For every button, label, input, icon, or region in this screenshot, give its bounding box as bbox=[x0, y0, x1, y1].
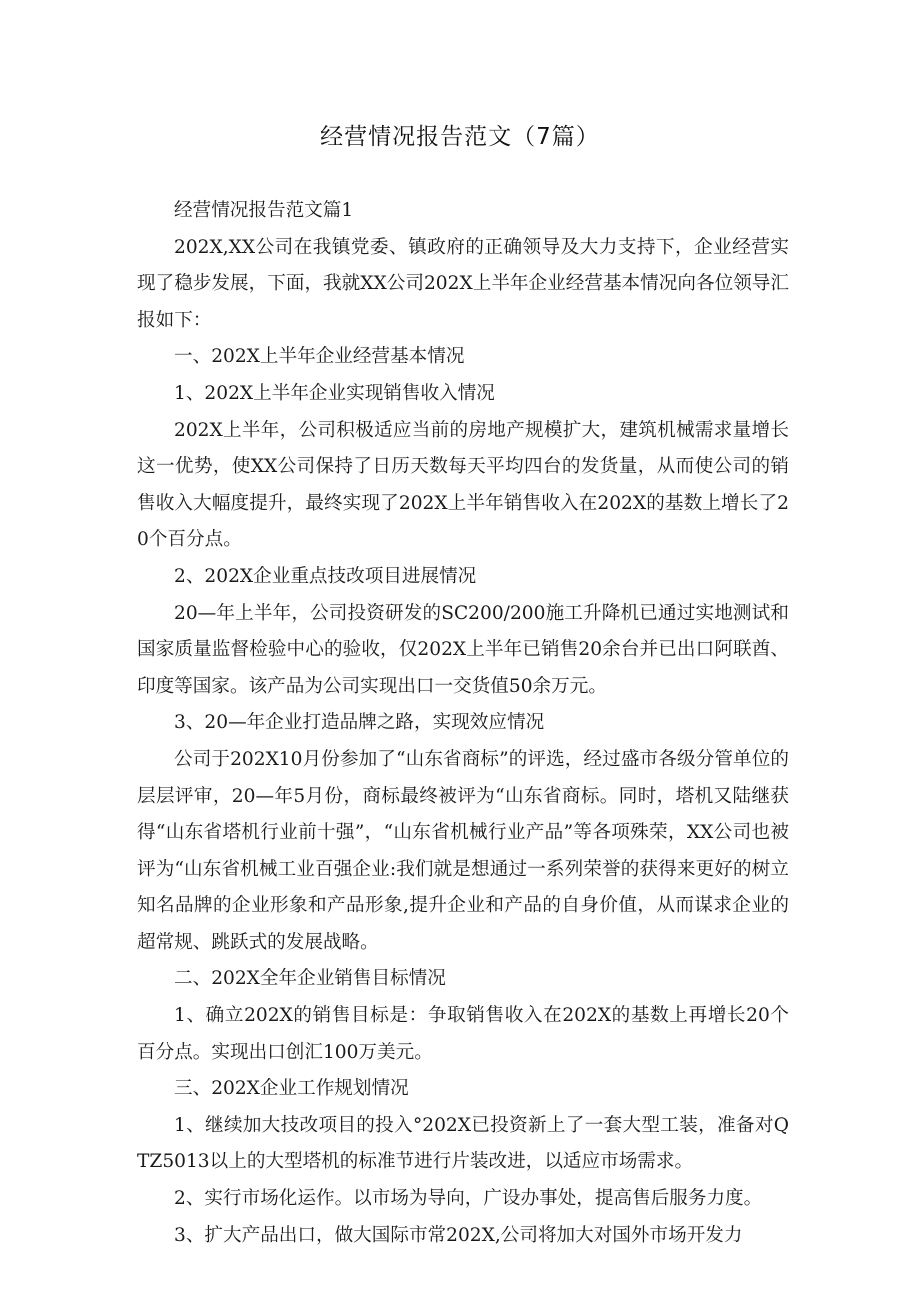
paragraph: 1、确立202X的销售目标是：争取销售收入在202X的基数上再增长20个百分点。实现出口创汇100万美元。 bbox=[137, 1005, 789, 1063]
document-title: 经营情况报告范文（7篇） bbox=[320, 124, 600, 150]
paragraph: 202X,XX公司在我镇党委、镇政府的正确领导及大力支持下，企业经营实现了稳步发展，下面，我就XX公司202X上半年企业经营基本情况向各位领导汇报如下： bbox=[137, 236, 789, 331]
section-heading: 二、202X全年企业销售目标情况 bbox=[174, 968, 446, 990]
paragraph: 202X上半年，公司积极适应当前的房地产规模扩大，建筑机械需求量增长这一优势，使XX公司保持了日历天数每天平均四台的发货量，从而使公司的销售收入大幅度提升，最终实现了202X上半年销售收入在202X的基数上增长了20个百分点。 bbox=[137, 419, 789, 551]
subsection-heading: 3、20—年企业打造品牌之路，实现效应情况 bbox=[174, 712, 545, 734]
subsection-heading: 2、202X企业重点技改项目进展情况 bbox=[174, 565, 477, 587]
subsection-heading: 1、202X上半年企业实现销售收入情况 bbox=[174, 382, 495, 404]
section-heading: 一、202X上半年企业经营基本情况 bbox=[174, 346, 465, 368]
paragraph: 1、继续加大技改项目的投入°202X已投资新上了一套大型工装，准备对QTZ5013以上的大型塔机的标准节进行片装改进，以适应市场需求。 bbox=[137, 1114, 789, 1173]
paragraph: 公司于202X10月份参加了“山东省商标”的评选，经过盛市各级分管单位的层层评审，20—年5月份，商标最终被评为“山东省商标。同时，塔机又陆继获得“山东省塔机行业前十强”，“山东省机械行业产品”等各项殊荣，XX公司也被评为“山东省机械工业百强企业:我们就是想通过一系列荣誉的获得来更好的树立知名品牌的企业形象和产品形象,提升企业和产品的自身价值，从而谋求企业的超常规、跳跃式的发展战略。 bbox=[137, 748, 789, 953]
paragraph: 3、扩大产品出口，做大国际市常202X,公司将加大对国外市场开发力 bbox=[174, 1224, 743, 1246]
paragraph: 2、实行市场化运作。以市场为导向，广设办事处，提高售后服务力度。 bbox=[174, 1188, 763, 1210]
section-heading: 经营情况报告范文篇1 bbox=[174, 200, 354, 221]
paragraph: 20—年上半年，公司投资研发的SC200/200施工升降机已通过实地测试和国家质量监督检验中心的验收，仅202X上半年已销售20余台并已出口阿联酋、印度等国家。该产品为公司实现出口一交货值50余万元。 bbox=[137, 602, 789, 697]
document-body bbox=[137, 193, 789, 1254]
section-heading: 三、202X企业工作规划情况 bbox=[174, 1078, 409, 1100]
